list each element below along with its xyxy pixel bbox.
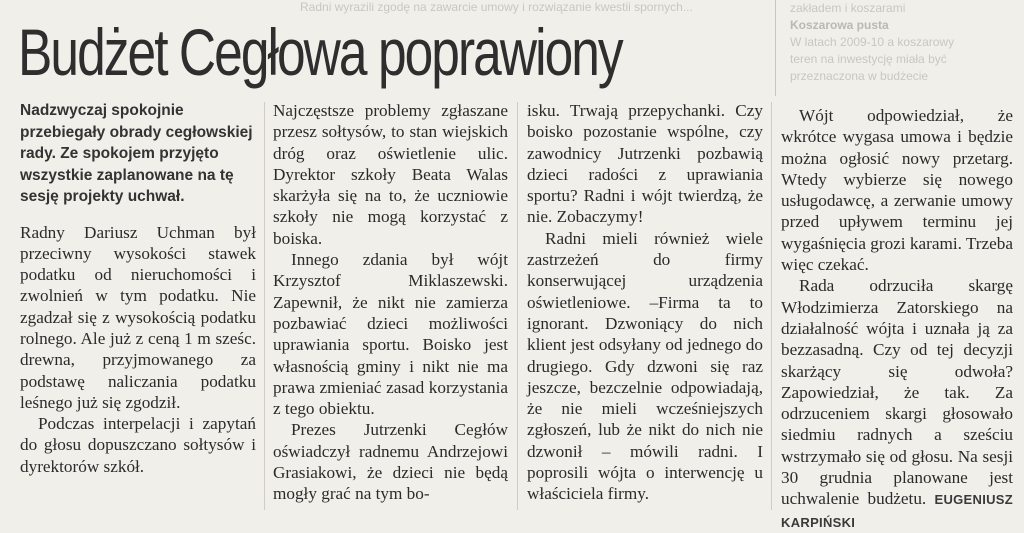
- neighbor-line: teren na inwestycję miała być: [790, 52, 947, 66]
- paragraph: Prezes Jutrzenki Cegłów oświadczył radnemu Andrzejowi Grasiakowi, że dzieci nie będą mogły grać na tym bo-: [273, 420, 508, 504]
- paragraph: [781, 275, 1013, 533]
- article-column-2: [273, 100, 508, 505]
- paragraph: Innego zdania był wójt Krzysztof Miklaszewski. Zapewnił, że nikt nie zamierza pozbawiać dzieci możliwości uprawiania sportu. Boisko jest własnością gminy i nikt nie ma prawa zmieniać zasad korzystania z tego obiektu.: [273, 250, 508, 419]
- paragraph: Wójt odpowiedział, że wkrótce wygasa umowa i będzie można ogłosić nowy przetarg. Wtedy wybierze się nowego usługodawcę, a zerwanie umowy przed upływem terminu jej wygaśnięcia grozi karami. Trzeba więc czekać.: [781, 106, 1013, 275]
- article-column-4: [781, 105, 1013, 533]
- neighbor-article-fragment: Radni wyrazili zgodę na zawarcie umowy i rozwiązanie kwestii spornych...: [300, 0, 693, 14]
- paragraph: Radni mieli również wiele zastrzeżeń do firmy konserwującej urządzenia oświetleniowe. –Firma ta to ignorant. Dzwoniący do nich klient jest odsyłany od jednego do drugiego. Gdy dzwoni się raz jeszcze, bezczelnie odpowiadają, że nie mieli wcześniejszych zgłoszeń, lub że nikt do nich nie dzwonił – mówili radni. I poprosili wójta o interwencję u właściciela firmy.: [527, 228, 763, 504]
- column-divider: [517, 102, 518, 510]
- article-column-1: [20, 100, 256, 477]
- article-column-3: [527, 100, 763, 505]
- article-lead: Nadzwyczaj spokojnie przebiegały obrady cegłowskiej rady. Ze spokojem przyjęto wszystkie zaplanowane na tę sesję projekty uchwał.: [20, 102, 253, 205]
- article-headline: Budżet Cegłowa poprawiony: [18, 15, 622, 89]
- paragraph: Najczęstsze problemy zgłaszane przesz sołtysów, to stan wiejskich dróg oraz oświetlenie ulic. Dyrektor szkoły Beata Walas skarżyła się na to, że uczniowie szkoły nie mogą korzystać z boiska.: [273, 101, 508, 248]
- paragraph: Radny Dariusz Uchman był przeciwny wysokości stawek podatku od nieruchomości i zwolnień w tym podatku. Nie zgadzał się z wysokością podatku rolnego. Ale już z ceną 1 m sześc. drewna, przyjmowanego za podstawę naliczania podatku leśnego już się zgodził.: [20, 222, 256, 412]
- column-divider: [264, 102, 265, 510]
- paragraph: isku. Trwają przepychanki. Czy boisko pozostanie wspólne, czy zawodnicy Jutrzenki pozbawią dzieci radości z uprawiania sportu? Radni i wójt twierdzą, że nie. Zobaczymy!: [527, 101, 763, 227]
- column-divider: [771, 102, 772, 510]
- neighbor-heading: Koszarowa pusta: [790, 18, 889, 32]
- neighbor-article-sidebar: [790, 0, 1024, 100]
- paragraph: Podczas interpelacji i zapytań do głosu dopuszczano sołtysów i dyrektorów szkół.: [20, 414, 256, 476]
- neighbor-line: zakładem i koszarami: [790, 1, 906, 15]
- column-rule: [775, 0, 776, 96]
- neighbor-line: W latach 2009-10 a koszarowy: [790, 35, 955, 49]
- author-byline: EUGENIUSZ KARPIŃSKI: [781, 492, 1014, 530]
- neighbor-line: przeznaczona w budżecie: [790, 69, 929, 83]
- paragraph-text: Rada odrzuciła skargę Włodzimierza Zatorskiego na działalność wójta i uznała ją za bezzasadną. Czy od tej decyzji skarżący się odwoła? Zapowiedział, że tak. Za odrzuceniem skargi głosowało siedmiu radnych a sześciu wstrzymało się od głosu. Na sesji 30 grudnia planowane jest uchwalenie budżetu.: [781, 276, 1013, 509]
